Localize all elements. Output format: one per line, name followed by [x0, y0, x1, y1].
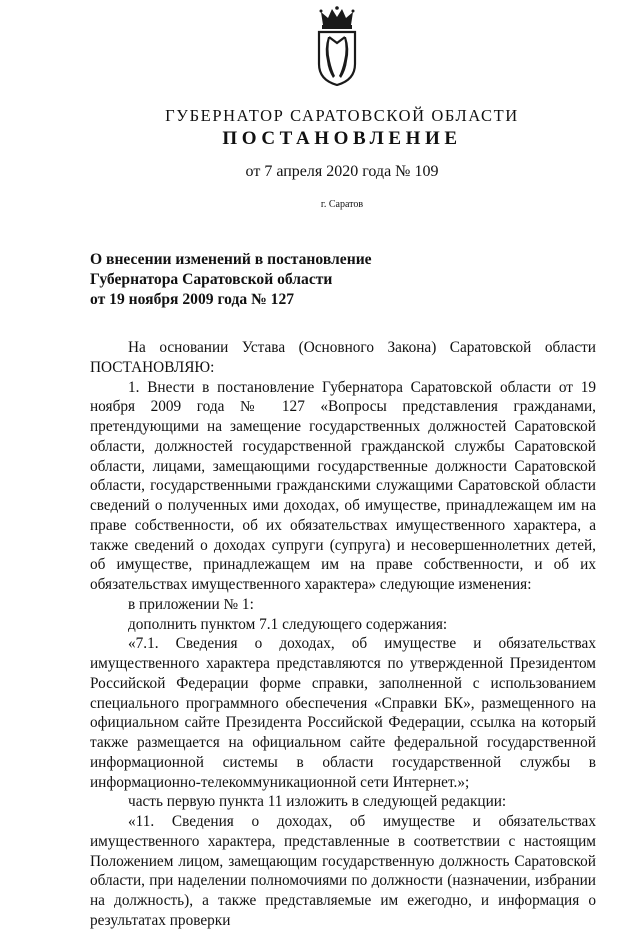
body-paragraph: в приложении № 1: [128, 595, 254, 613]
document-subject [90, 250, 450, 310]
subject-line: Губернатора Саратовской области [90, 271, 333, 288]
body-paragraph: «11. Сведения о доходах, об имуществе и обязательствах имущественного характера, представленные в соответствии с настоящим Положением лицом, замещающим государственную должность Саратовской области, при наделении полномочиями по должности (назначении, избрании на должность), а также представляемые им ежегодно, и информация о результатах проверки [90, 813, 596, 929]
body-paragraph: «7.1. Сведения о доходах, об имуществе и обязательствах имущественного характера представляются по утвержденной Президентом Российской Федерации форме справки, заполненной с использованием специального программного обеспечения «Справки БК», размещенного на официальном сайте Президента Российской Федерации, ссылка на который также размещается на официальном сайте федеральной государственной информационной системы в области государственной службы в информационно-телекоммуникационной сети Интернет.»; [90, 635, 596, 791]
document-place: г. Саратов [320, 199, 364, 210]
subject-line: от 19 ноября 2009 года № 127 [90, 291, 295, 308]
body-paragraph: дополнить пунктом 7.1 следующего содержания: [128, 615, 448, 633]
saratov-coat-of-arms-icon [316, 6, 358, 86]
document-date-number: от 7 апреля 2020 года № 109 [245, 163, 439, 180]
document-body [90, 338, 596, 931]
body-paragraph: часть первую пункта 11 изложить в следующей редакции: [128, 793, 507, 811]
subject-line: О внесении изменений в постановление [90, 251, 372, 268]
issuing-authority: ГУБЕРНАТОР САРАТОВСКОЙ ОБЛАСТИ [165, 106, 519, 125]
document-type: ПОСТАНОВЛЕНИЕ [222, 128, 462, 149]
body-paragraph: 1. Внести в постановление Губернатора Саратовской области от 19 ноября 2009 года № 127 «Вопросы представления гражданами, претендующими на замещение государственных должностей Саратовской области, должностей государственной гражданской службы Саратовской области, лицами, замещающими государственные должности Саратовской области, государственными гражданскими служащими Саратовской области сведений о полученных ими доходах, об имуществе, принадлежащем им на праве собственности, об их обязательствах имущественного характера, а также сведений о доходах супруги (супруга) и несовершеннолетних детей, об имуществе, принадлежащем им на праве собственности, и об их обязательствах имущественного характера» следующие изменения: [90, 378, 596, 593]
body-paragraph: На основании Устава (Основного Закона) Саратовской области ПОСТАНОВЛЯЮ: [90, 339, 596, 376]
